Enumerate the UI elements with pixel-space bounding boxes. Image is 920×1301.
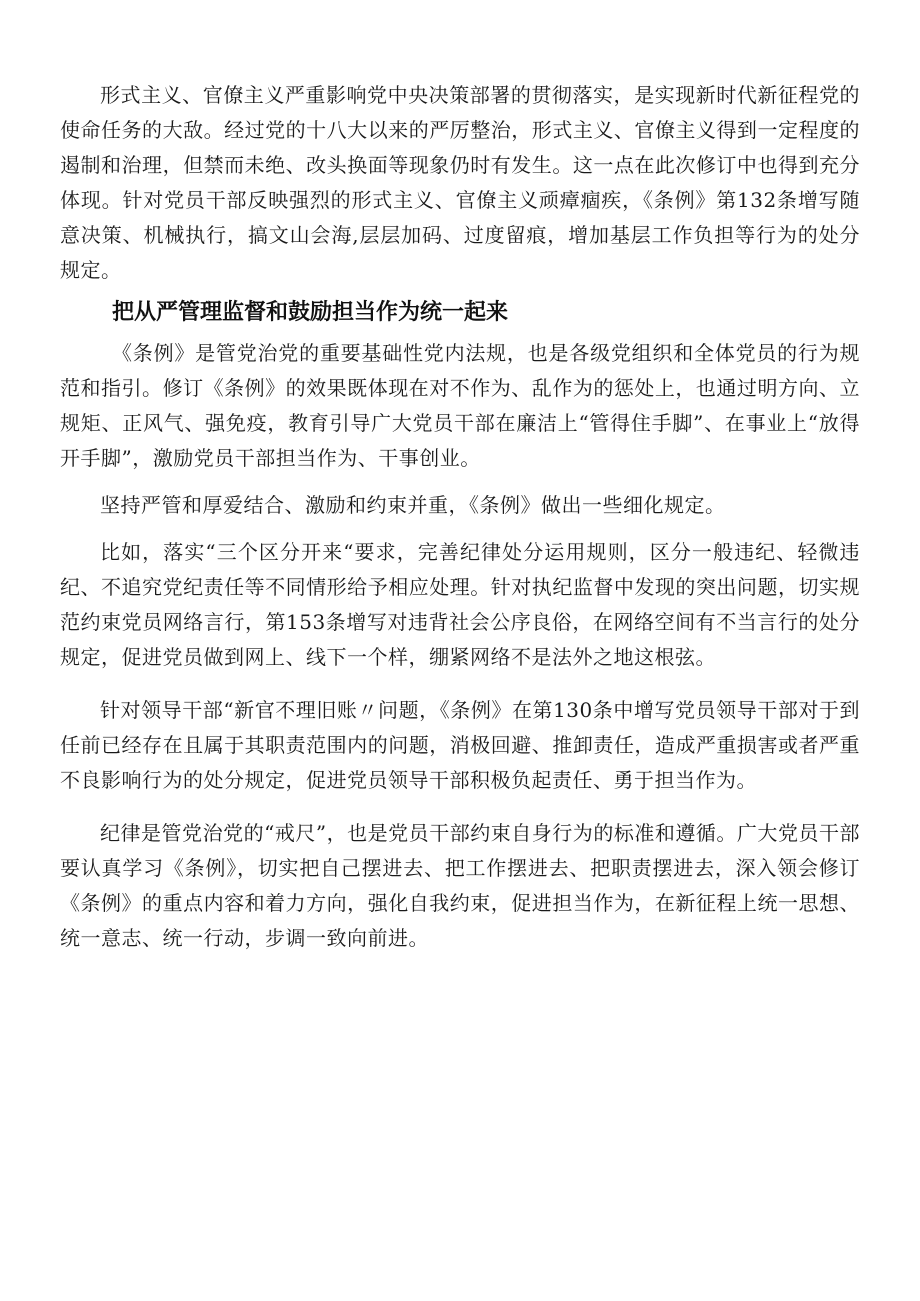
- paragraph-formalism: 形式主义、官僚主义严重影响党中央决策部署的贯彻落实，是实现新时代新征程党的使命任务的大敌。经过党的十八大以来的严厉整治，形式主义、官僚主义得到一定程度的遏制和治理，但禁而未绝、改头换面等现象仍时有发生。这一点在此次修订中也得到充分体现。针对党员干部反映强烈的形式主义、官僚主义顽瘴痼疾，《条例》第132条增写随意决策、机械执行，搞文山会海,层层加码、过度留痕，增加基层工作负担等行为的处分规定。: [60, 83, 860, 282]
- paragraph-discipline-ruler: 纪律是管党治党的“戒尺”，也是党员干部约束自身行为的标准和遵循。广大党员干部要认真学习《条例》，切实把自己摆进去、把工作摆进去、把职责摆进去，深入领会修订《条例》的重点内容和着力方向，强化自我约束，促进担当作为，在新征程上统一思想、统一意志、统一行动，步调一致向前进。: [60, 821, 860, 950]
- paragraph-old-accounts: 针对领导干部“新官不理旧账〃问题，《条例》在第130条中增写党员领导干部对于到任前已经存在且属于其职责范围内的问题，消极回避、推卸责任，造成严重损害或者严重不良影响行为的处分规定，促进党员领导干部积极负起责任、勇于担当作为。: [60, 698, 860, 792]
- paragraph-strict-and-care: 坚持严管和厚爱结合、激励和约束并重，《条例》做出一些细化规定。: [100, 493, 726, 517]
- paragraph-example-three-distinctions: 比如，落实“三个区分开来“要求，完善纪律处分运用规则，区分一般违纪、轻微违纪、不追究党纪责任等不同情形给予相应处理。针对执纪监督中发现的突出问题，切实规范约束党员网络言行，第153条增写对违背社会公序良俗，在网络空间有不当言行的处分规定，促进党员做到网上、线下一个样，绷紧网络不是法外之地这根弦。: [60, 540, 860, 669]
- paragraph-regulations-role: 《条例》是管党治党的重要基础性党内法规，也是各级党组织和全体党员的行为规范和指引。修订《条例》的效果既体现在对不作为、乱作为的惩处上，也通过明方向、立规矩、正风气、强免疫，教育引导广大党员干部在廉洁上“管得住手脚”、在事业上“放得开手脚”，激励党员干部担当作为、干事创业。: [60, 341, 860, 470]
- section-heading: 把从严管理监督和鼓励担当作为统一起来: [112, 300, 509, 325]
- document-page: [60, 78, 860, 956]
